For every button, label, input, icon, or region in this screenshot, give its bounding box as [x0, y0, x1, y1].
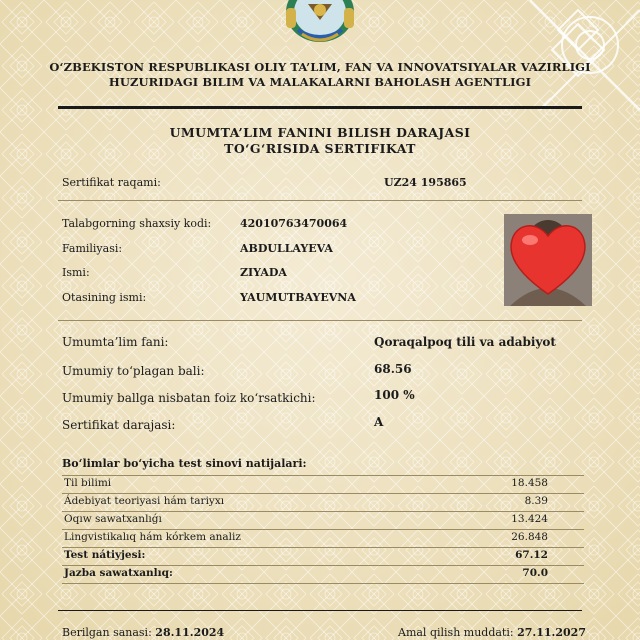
certificate-number-label: Sertifikat raqami:	[62, 176, 161, 189]
table-rule	[62, 529, 584, 530]
certificate-number-value: UZ24 195865	[384, 176, 467, 189]
issue-date	[62, 626, 224, 639]
table-row-label: Ádebiyat teoriyasi hám tariyxı	[64, 495, 225, 507]
patronymic-value: YAUMUTBAYEVNA	[240, 291, 356, 304]
test-result-value: 67.12	[515, 549, 548, 561]
issue-date-label: Berilgan sanasi:	[62, 626, 152, 639]
table-rule	[62, 511, 584, 512]
agency-header-line-2: HUZURIDAGI BILIM VA MALAKALARNI BAHOLASH AGENTLIGI	[108, 75, 532, 89]
table-rule	[62, 547, 584, 548]
total-score-label: Umumiy to‘plagan bali:	[62, 364, 205, 378]
level-value: A	[374, 415, 384, 429]
total-score-value: 68.56	[374, 362, 412, 376]
surname-value: ABDULLAYEVA	[240, 242, 333, 255]
table-row-label: Oqıw sawatxanlıǵı	[64, 513, 162, 525]
surname-label: Familiyasi:	[62, 242, 123, 255]
essay-value: 70.0	[522, 567, 548, 579]
agency-header-line-1: O‘ZBEKISTON RESPUBLIKASI OLIY TA’LIM, FAN VA INNOVATSIYALAR VAZIRLIGI	[49, 60, 591, 74]
subject-label: Umumta’lim fani:	[62, 335, 169, 349]
certificate-title-line-1: UMUMTA’LIM FANINI BILISH DARAJASI	[169, 125, 471, 140]
name-value: ZIYADA	[240, 266, 287, 279]
footer-divider	[58, 610, 582, 611]
state-emblem-icon	[278, 0, 362, 44]
personal-id-label: Talabgorning shaxsiy kodi:	[62, 217, 212, 230]
validity-date-label: Amal qilish muddati:	[398, 626, 514, 639]
test-result-label: Test nátiyjesi:	[64, 549, 146, 561]
validity-date-value: 27.11.2027	[517, 626, 586, 639]
table-rule	[62, 493, 584, 494]
applicant-photo	[504, 214, 592, 306]
name-label: Ismi:	[62, 266, 90, 279]
percent-value: 100 %	[374, 388, 415, 402]
table-top-rule	[62, 475, 584, 476]
header-divider	[58, 106, 582, 109]
subject-value: Qoraqalpoq tili va adabiyot	[374, 335, 556, 349]
personal-id-value: 42010763470064	[240, 217, 348, 230]
certificate-title-line-2: TO‘G‘RISIDA SERTIFIKAT	[224, 141, 416, 156]
patronymic-label: Otasining ismi:	[62, 291, 147, 304]
level-label: Sertifikat darajasi:	[62, 418, 176, 432]
table-rule	[62, 565, 584, 566]
heart-icon	[506, 218, 590, 298]
table-row-value: 8.39	[524, 495, 548, 507]
validity-date	[398, 626, 586, 639]
table-row-value: 26.848	[511, 531, 548, 543]
percent-label: Umumiy ballga nisbatan foiz ko‘rsatkichi:	[62, 391, 316, 405]
issue-date-value: 28.11.2024	[155, 626, 225, 639]
table-row-label: Lingvistikalıq hám kórkem analiz	[64, 531, 241, 543]
table-row-value: 13.424	[511, 513, 548, 525]
table-row-label: Til bilimi	[64, 477, 112, 489]
essay-label: Jazba sawatxanlıq:	[64, 567, 173, 579]
sections-heading: Bo‘limlar bo‘yicha test sinovi natijalari:	[62, 457, 307, 470]
table-rule	[62, 583, 584, 584]
table-row-value: 18.458	[511, 477, 548, 489]
section-divider	[58, 320, 582, 321]
section-divider	[58, 200, 582, 201]
